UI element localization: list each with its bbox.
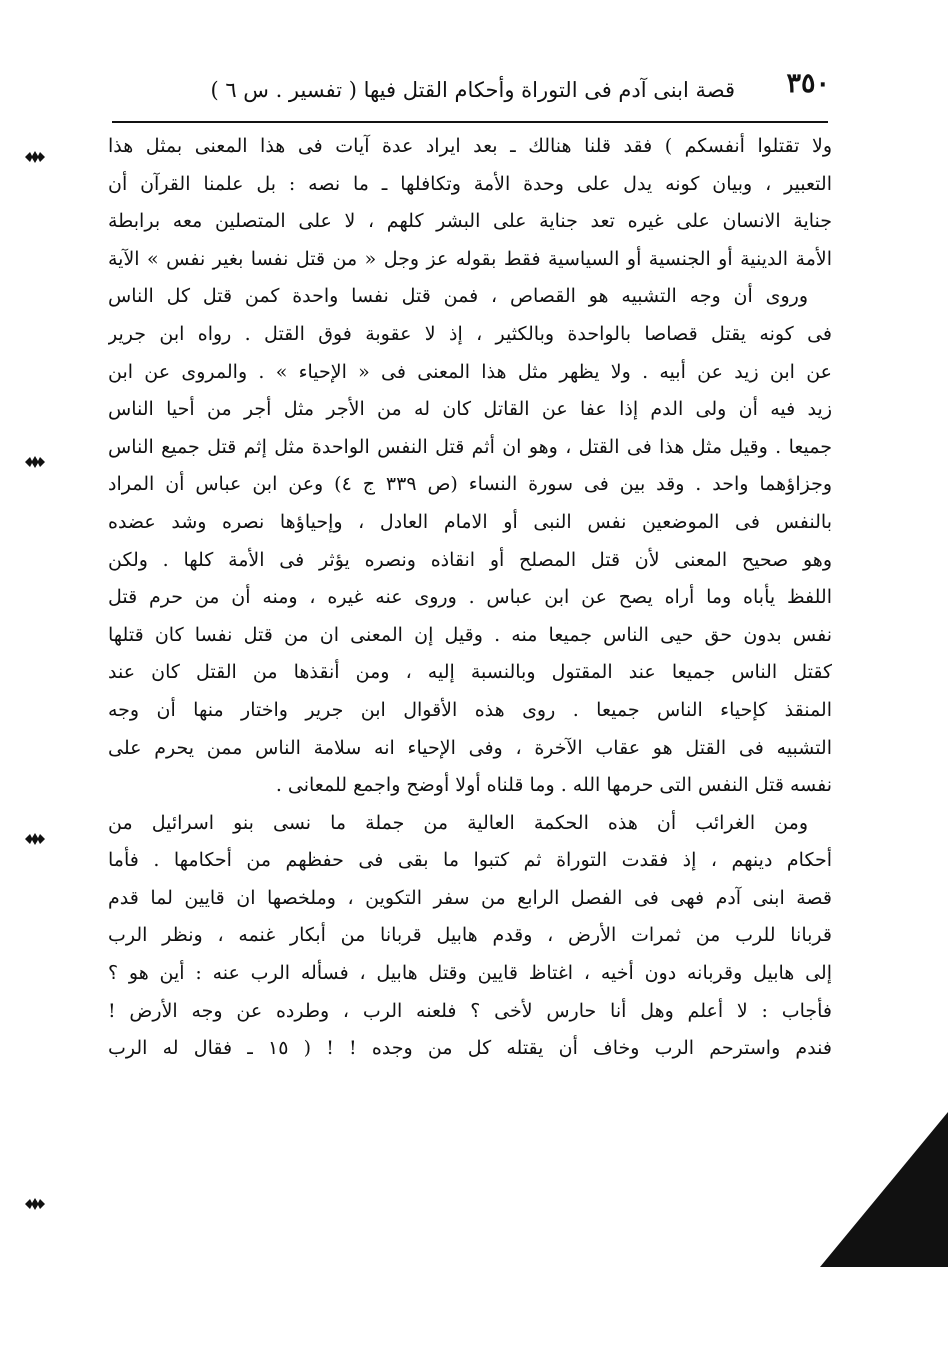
text-line: الأمة الدينية أو الجنسية أو السياسية فقط بقوله عز وجل « من قتل نفسا بغير نفس » الآية xyxy=(108,247,832,270)
text-line: جناية الانسان على غيره تعد جناية على البشر كلهم ، لا على المتصلين معه برابطة xyxy=(108,210,832,233)
text-line: كقتل الناس جميعا عند المقتول وبالنسبة إليه ، ومن أنقذها من القتل كان عند xyxy=(108,661,832,684)
running-title: قصة ابنى آدم فى التوراة وأحكام القتل فيها ( تفسير . س ٦ ) xyxy=(210,78,735,102)
text-line: المنقذ كإحياء الناس جميعا . روى هذه الأقوال ابن جرير واختار منها أن وجه xyxy=(108,698,832,721)
text-line: اللفظ يأباه وما أراه يصح عن ابن عباس . وروى عنه غيره ، ومنه أن من حرم قتل xyxy=(108,586,832,609)
marginal-ornament-icon xyxy=(24,150,46,164)
header-rule xyxy=(112,121,828,123)
text-line: قصة ابنى آدم فهى فى الفصل الرابع من سفر التكوين ، وملخصها ان قايين لما قدم xyxy=(108,886,832,909)
text-line: ومن الغرائب أن هذه الحكمة العالية من جملة ما نسى بنو اسرائيل من xyxy=(108,811,808,834)
body-text xyxy=(108,128,832,1068)
text-line: التشبيه فى القتل هو عقاب الآخرة ، وفى الإحياء انه سلامة الناس ممن يحرم على xyxy=(108,736,832,759)
text-line: وهو صحيح المعنى لأن قتل المصلح أو انقاذه ونصره يؤثر فى الأمة كلها . ولكن xyxy=(108,548,832,571)
text-line: وجزاؤهما واحد . وقد بين فى سورة النساء (ص ٣٣٩ ج ٤) وعن ابن عباس أن المراد xyxy=(108,473,832,496)
text-line: فى كونه يقتل قصاصا بالواحدة وبالكثير ، إذ لا عقوبة فوق القتل . رواه ابن جرير xyxy=(108,322,832,345)
scan-corner-shadow xyxy=(820,1112,948,1267)
text-line: فندم واسترحم الرب وخاف أن يقتله كل من وجده ! ! ( ١٥ ـ فقال له الرب xyxy=(108,1037,832,1060)
page-header xyxy=(110,72,830,112)
marginal-ornament-icon xyxy=(24,1197,46,1211)
text-line: وروى أن وجه التشبيه هو القصاص ، فمن قتل نفسا واحدة كمن قتل كل الناس xyxy=(108,285,808,308)
marginal-ornament-icon xyxy=(24,832,46,846)
text-line: جميعا . وقيل مثل هذا فى القتل ، وهو ان أثم قتل النفس الواحدة مثل إثم قتل جميع الناس xyxy=(108,435,832,458)
text-line: إلى هابيل وقربانه دون أخيه ، اغتاظ قايين وقتل هابيل ، فسأله الرب عنه : أين هو ؟ xyxy=(108,962,832,985)
text-line: ولا تقتلوا أنفسكم ) فقد قلنا هنالك ـ بعد ايراد عدة آيات فى هذا المعنى بمثل هذا xyxy=(108,135,832,157)
text-line: زيد فيه أن ولى الدم إذا عفا عن القاتل كان له من الأجر مثل أجر من أحيا الناس xyxy=(108,398,832,421)
text-line: فأجاب : لا أعلم وهل أنا حارس لأخى ؟ فلعنه الرب ، وطرده عن وجه الأرض ! xyxy=(108,999,832,1022)
text-line: التعبير ، وبيان كونه يدل على وحدة الأمة وتكافلها ـ ما نصه : بل علمنا القرآن أن xyxy=(108,172,832,195)
text-line: قربانا للرب من ثمرات الأرض ، وقدم هابيل قربانا من أبكار غنمه ، ونظر الرب xyxy=(108,924,832,947)
text-line: عن ابن زيد عن أبيه . ولا يظهر مثل هذا المعنى فى « الإحياء » . والمروى عن ابن xyxy=(108,360,832,383)
text-line: نفس بدون حق حيى الناس جميعا منه . وقيل إن المعنى ان من قتل نفسا كان قتلها xyxy=(108,623,832,646)
text-line: نفسه قتل النفس التى حرمها الله . وما قلناه أولا أوضح واجمع للمعانى . xyxy=(275,774,832,797)
marginal-ornament-icon xyxy=(24,455,46,469)
text-line: بالنفس فى الموضعين نفس النبى أو الامام العادل ، وإحياؤها نصره وشد عضده xyxy=(108,510,832,533)
page-number: ٣٥٠ xyxy=(786,72,830,99)
text-line: أحكام دينهم ، إذ فقدت التوراة ثم كتبوا ما بقى فى حفظهم من أحكامها . فأما xyxy=(108,849,832,872)
